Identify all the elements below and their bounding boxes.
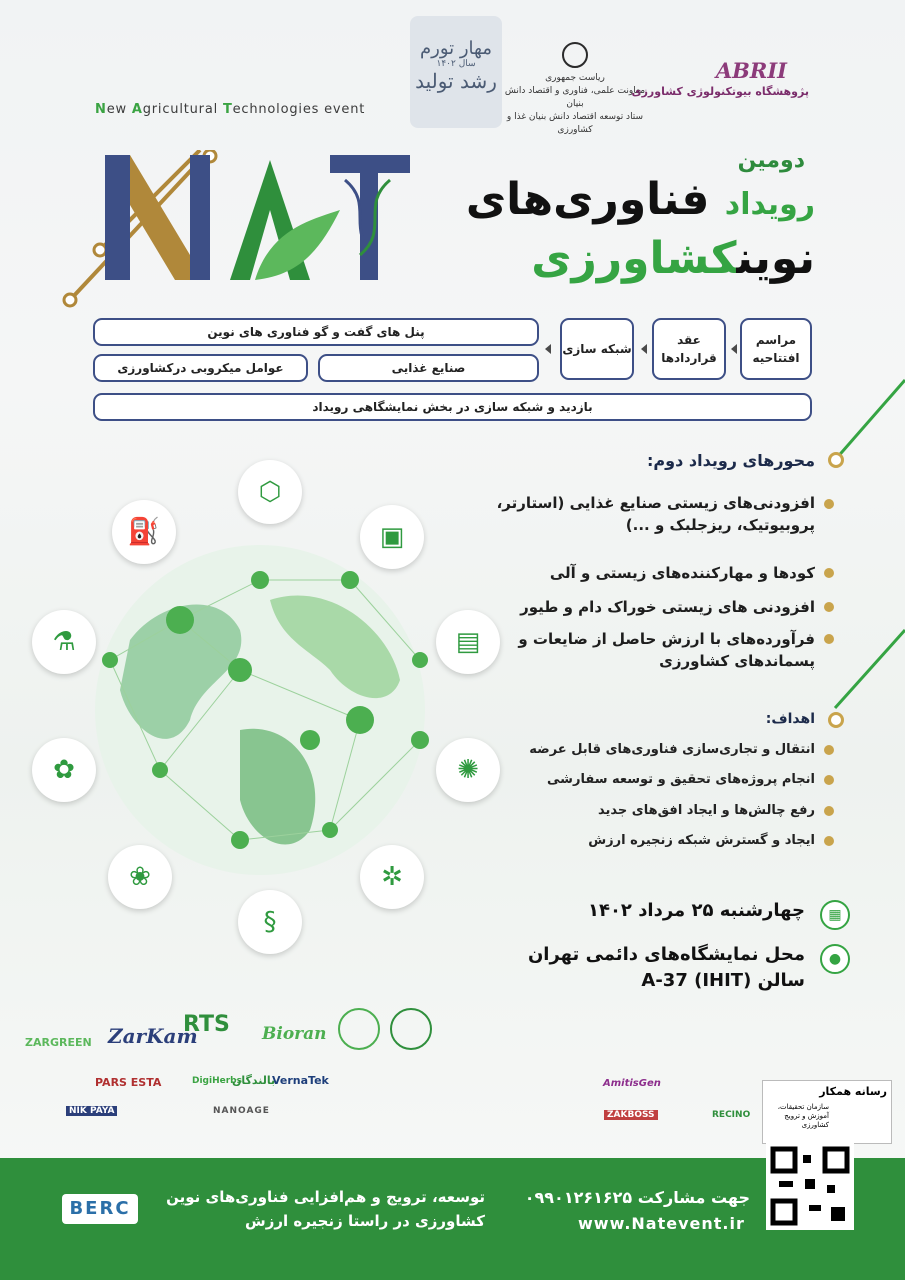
connector-lines — [815, 370, 905, 730]
food-industry-box: صنایع غذایی — [318, 354, 539, 382]
arrow-left-icon — [545, 344, 551, 354]
partner-logo: NANOAGE — [213, 1106, 270, 1116]
microbial-agents-box: عوامل میکروبی درکشاورزی — [93, 354, 308, 382]
goal-item: ایجاد و گسترش شبکه زنجیره ارزش — [588, 833, 815, 848]
qr-code-icon — [769, 1145, 851, 1227]
goal-item: رفع چالش‌ها و ایجاد افق‌های جدید — [597, 803, 815, 818]
partner-logo: ZAKBOSS — [604, 1110, 658, 1120]
location-pin-icon: ● — [820, 944, 850, 974]
bullet-icon — [824, 499, 834, 509]
feed-bag-icon: ▤ — [436, 610, 500, 674]
partner-logo: VernaTek — [272, 1074, 329, 1087]
goal-item: انتقال و تجاری‌سازی فناوری‌های قابل عرضه — [529, 742, 815, 757]
arrow-left-icon — [641, 344, 647, 354]
partner-logo: NIK PAYA — [66, 1106, 117, 1116]
arrow-left-icon — [731, 344, 737, 354]
bullet-icon — [824, 806, 834, 816]
partner-logo: DigiHerbs — [192, 1076, 242, 1086]
partner-logo: بالندگان — [232, 1074, 276, 1087]
partner-seal-icon — [338, 1008, 380, 1050]
qr-code[interactable] — [766, 1142, 854, 1230]
media-partner-box — [762, 1080, 892, 1144]
partner-logo: ZARGREEN — [25, 1036, 92, 1049]
partner-logo: Bioran — [262, 1024, 327, 1044]
partner-logo: AmitisGen — [603, 1078, 661, 1089]
goal-item: انجام پروژه‌های تحقیق و توسعه سفارشی — [547, 772, 815, 787]
website-link[interactable]: www.Natevent.ir — [578, 1214, 745, 1233]
intestine-icon: § — [238, 890, 302, 954]
topic-item: افزودنی‌های زیستی صنایع غذایی (استارتر، پروبیوتیک، ریزجلبک و ...) — [496, 494, 815, 534]
abrii-logo: ABRII — [715, 58, 787, 83]
bullet-icon — [824, 836, 834, 846]
networking-box: شبکه سازی — [560, 318, 634, 380]
circuit-leaf-icon: ✺ — [436, 738, 500, 802]
goals-ring-icon — [828, 712, 844, 728]
headline: دومین رویداد فناوری‌های نوینکشاورزی — [465, 148, 815, 284]
exhibition-visit-box: بازدید و شبکه سازی در بخش نمایشگاهی رویداد — [93, 393, 812, 421]
goals-title: اهداف: — [765, 711, 815, 727]
partner-logo: PARS ESTA — [95, 1076, 162, 1089]
berc-logo: BERC — [62, 1194, 138, 1224]
footer-slogan-2: کشاورزی در راستا زنجیره ارزش — [245, 1212, 485, 1230]
bullet-icon — [824, 745, 834, 755]
event-english-title: New Agricultural Technologies event — [95, 102, 366, 117]
partner-logo: ZarKam — [108, 1024, 198, 1048]
presidency-logo: ریاست جمهوری معاونت علمی، فناوری و اقتصاد دانش بنیان ستاد توسعه اقتصاد دانش بنیان غذا و کشاورزی — [500, 42, 650, 137]
topics-ring-icon — [828, 452, 844, 468]
event-venue: محل نمایشگاه‌های دائمی تهران — [527, 944, 805, 965]
bullet-icon — [824, 775, 834, 785]
participate-phone[interactable]: جهت مشارکت ۰۹۹۰۱۲۶۱۶۲۵ — [524, 1188, 750, 1207]
event-date: چهارشنبه ۲۵ مرداد ۱۴۰۲ — [587, 900, 805, 921]
partner-logo: RECINO — [712, 1110, 751, 1120]
bullet-icon — [824, 568, 834, 578]
microscope-icon: ⚗ — [32, 610, 96, 674]
opening-ceremony-box: مراسم افتتاحیه — [740, 318, 812, 380]
calendar-icon: ▦ — [820, 900, 850, 930]
media-partner-org: سازمان تحقیقات، آموزش و ترویج کشاورزی — [777, 1103, 829, 1129]
event-hall: سالن A-37 (IHIT) — [641, 970, 805, 991]
molecule-icon: ⬡ — [238, 460, 302, 524]
media-partner-title: رسانه همکار — [819, 1085, 887, 1098]
footer-slogan-1: توسعه، ترویج و هم‌افزایی فناوری‌های نوین — [166, 1188, 485, 1206]
sprayer-icon: ✲ — [360, 845, 424, 909]
year-slogan-badge: مهار تورم سال ۱۴۰۲ رشد تولید — [410, 16, 502, 128]
topic-item: افزودنی های زیستی خوراک دام و طیور — [520, 598, 815, 616]
topic-item: کودها و مهارکننده‌های زیستی و آلی — [549, 564, 815, 582]
seed-bag-icon: ▣ — [360, 505, 424, 569]
abrii-subtitle: پژوهشگاه بیوتکنولوژی کشاورزی — [631, 85, 809, 98]
bullet-icon — [824, 602, 834, 612]
emblem-icon — [562, 42, 588, 68]
algae-icon: ❀ — [108, 845, 172, 909]
nat-logo — [60, 150, 420, 310]
microbe-icon: ✿ — [32, 738, 96, 802]
contracts-box: عقد قراردادها — [652, 318, 726, 380]
panel-discussion-box: پنل های گفت و گو فناوری های نوین — [93, 318, 539, 346]
fuel-pump-icon: ⛽ — [112, 500, 176, 564]
topic-item: فرآورده‌های با ارزش حاصل از ضایعات و پسماندهای کشاورزی — [518, 630, 815, 670]
partner-logo: RTS — [183, 1012, 230, 1037]
globe-network-illustration — [70, 540, 450, 880]
topics-title: محورهای رویداد دوم: — [647, 451, 815, 470]
partner-seal-icon — [390, 1008, 432, 1050]
bullet-icon — [824, 634, 834, 644]
